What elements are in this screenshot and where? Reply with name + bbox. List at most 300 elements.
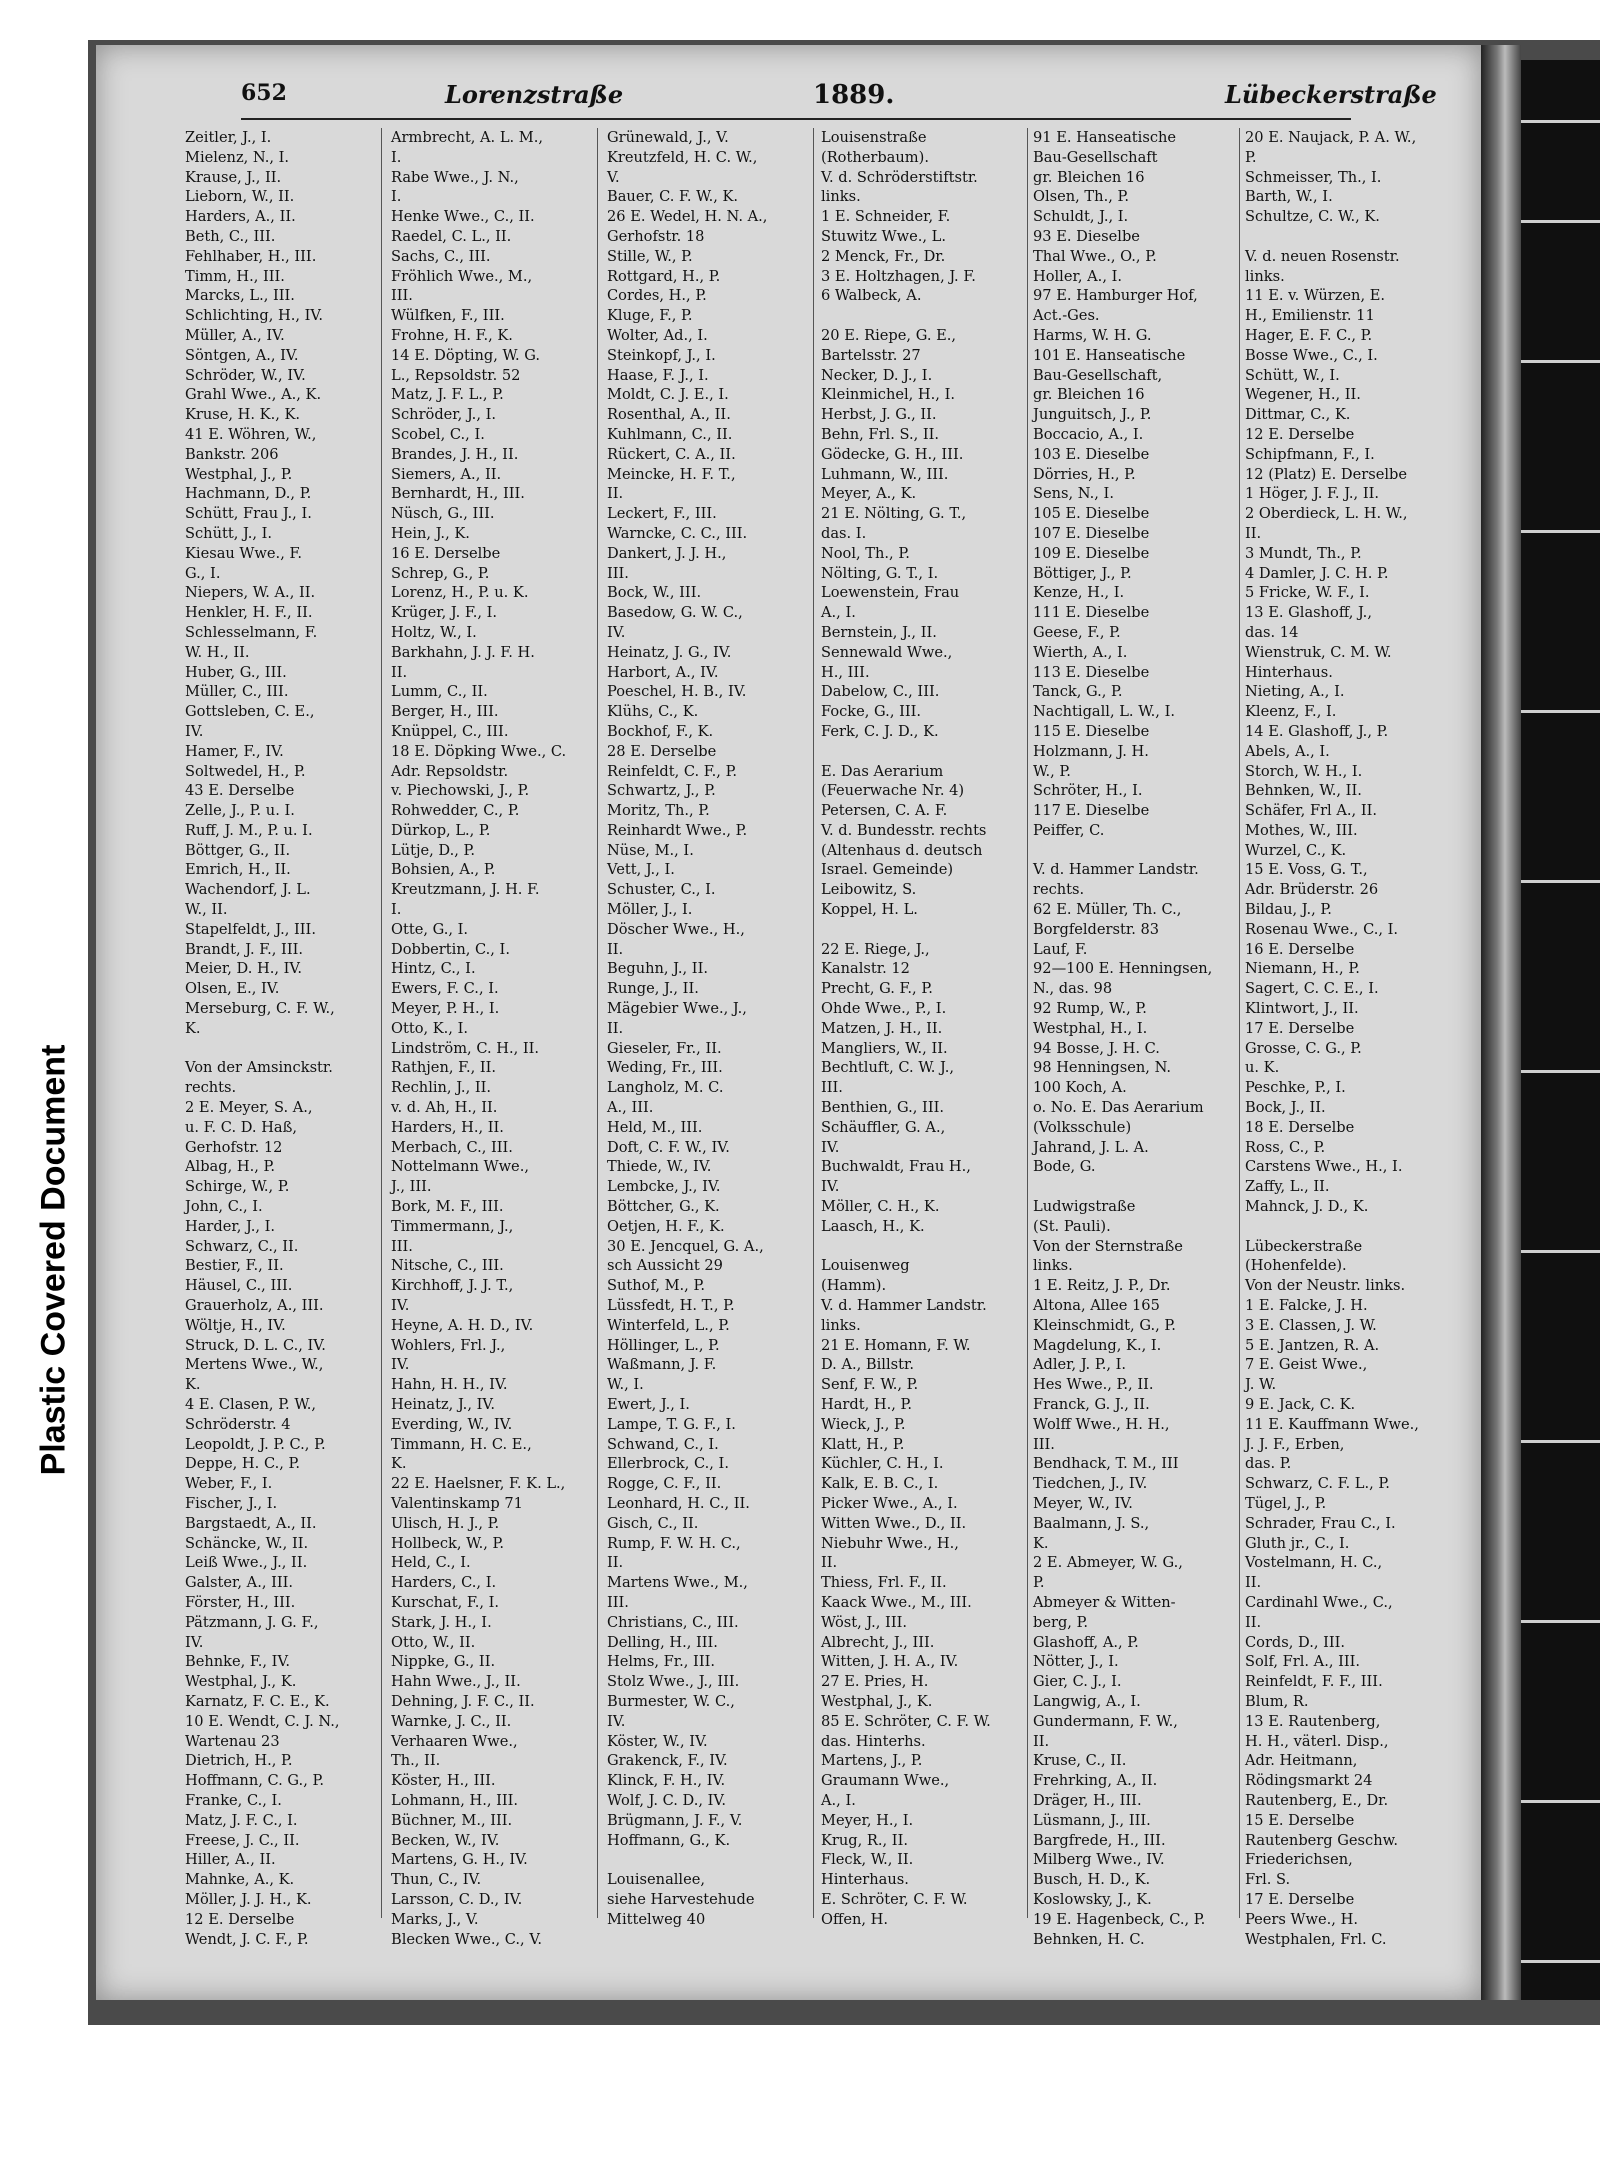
directory-line: 109 E. Dieselbe <box>1033 544 1150 562</box>
directory-line: 14 E. Döpting, W. G. <box>391 346 541 364</box>
directory-line: Runge, J., II. <box>607 980 699 998</box>
directory-line: Louisenweg <box>821 1257 910 1275</box>
directory-line: Schäuffler, G. A., <box>821 1118 946 1136</box>
directory-line: links. <box>1033 1257 1073 1275</box>
directory-line: Hoffmann, C. G., P. <box>185 1772 324 1790</box>
directory-line: Adler, J. P., I. <box>1033 1356 1127 1374</box>
directory-line: Bosse Wwe., C., I. <box>1245 346 1378 364</box>
directory-line: Stark, J. H., I. <box>391 1613 492 1631</box>
directory-line: Peiffer, C. <box>1033 821 1105 839</box>
directory-line: Kruse, C., II. <box>1033 1752 1127 1770</box>
directory-line: Harms, W. H. G. <box>1033 326 1152 344</box>
directory-line: II. <box>1245 524 1262 542</box>
directory-line: Döscher Wwe., H., <box>607 920 745 938</box>
directory-line: Schirge, W., P. <box>185 1178 290 1196</box>
directory-line: 22 E. Haelsner, F. K. L., <box>391 1475 566 1493</box>
directory-line: Wöst, J., III. <box>821 1613 907 1631</box>
directory-line: Wieck, J., P. <box>821 1415 906 1433</box>
directory-line: A., I. <box>821 1791 856 1809</box>
directory-line: Meyer, W., IV. <box>1033 1494 1133 1512</box>
directory-line: Peschke, P., I. <box>1245 1079 1346 1097</box>
directory-line: Mielenz, N., I. <box>185 148 290 166</box>
directory-line: Heyne, A. H. D., IV. <box>391 1316 534 1334</box>
directory-line: Wöltje, H., IV. <box>185 1316 286 1334</box>
directory-line: Meyer, A., K. <box>821 485 917 503</box>
directory-line <box>821 920 1021 940</box>
directory-line: 100 Koch, A. <box>1033 1079 1127 1097</box>
directory-line: Deppe, H. C., P. <box>185 1455 301 1473</box>
directory-line: Berger, H., III. <box>391 703 499 721</box>
directory-line: V. d. neuen Rosenstr. <box>1245 247 1400 265</box>
directory-line: 92 Rump, W., P. <box>1033 1000 1147 1018</box>
directory-line: 92—100 E. Henningsen, <box>1033 960 1213 978</box>
directory-line: Gottsleben, C. E., <box>185 703 315 721</box>
directory-line: Dehning, J. F. C., II. <box>391 1692 535 1710</box>
directory-line: Bankstr. 206 <box>185 445 279 463</box>
directory-line: Louisenallee, <box>607 1871 706 1889</box>
directory-line: II. <box>607 1019 624 1037</box>
directory-line: das. Hinterhs. <box>821 1732 926 1750</box>
directory-line: 94 Bosse, J. H. C. <box>1033 1039 1160 1057</box>
directory-line: A., I. <box>821 604 856 622</box>
directory-line: K. <box>185 1376 201 1394</box>
directory-line: Laasch, H., K. <box>821 1217 925 1235</box>
directory-line: 3 Mundt, Th., P. <box>1245 544 1362 562</box>
directory-line: Frohne, H. F., K. <box>391 326 513 344</box>
directory-line: Ross, C., P. <box>1245 1138 1326 1156</box>
directory-line: Klühs, C., K. <box>607 703 699 721</box>
directory-line: Meyer, P. H., I. <box>391 1000 500 1018</box>
directory-line: Hinterhaus. <box>821 1871 909 1889</box>
directory-line: Schäfer, Frl A., II. <box>1245 802 1377 820</box>
directory-line: Gerhofstr. 18 <box>607 227 705 245</box>
directory-line: 17 E. Derselbe <box>1245 1019 1355 1037</box>
directory-line: Hein, J., K. <box>391 524 470 542</box>
directory-line: II. <box>821 1554 838 1572</box>
directory-line: Winterfeld, L., P. <box>607 1316 730 1334</box>
directory-line: Harders, C., I. <box>391 1574 497 1592</box>
directory-line: Mertens Wwe., W., <box>185 1356 324 1374</box>
directory-line: Otto, K., I. <box>391 1019 468 1037</box>
side-label-text: Plastic Covered Document <box>34 1044 73 1476</box>
directory-line: A., III. <box>607 1099 654 1117</box>
directory-line: 85 E. Schröter, C. F. W. <box>821 1712 991 1730</box>
directory-line: Gieseler, Fr., II. <box>607 1039 722 1057</box>
directory-line: Wolff Wwe., H. H., <box>1033 1415 1170 1433</box>
directory-line: Nippke, G., II. <box>391 1653 496 1671</box>
directory-line: Kenze, H., I. <box>1033 584 1125 602</box>
directory-line: Kurschat, F., I. <box>391 1593 500 1611</box>
directory-line: Behnken, H. C. <box>1033 1930 1145 1948</box>
directory-line: Leonhard, H. C., II. <box>607 1494 750 1512</box>
directory-line: Zeitler, J., I. <box>185 129 272 146</box>
directory-line: 103 E. Dieselbe <box>1033 445 1150 463</box>
directory-line: Mahnke, A., K. <box>185 1871 295 1889</box>
directory-column-3 <box>607 128 807 1928</box>
directory-line: Bode, G. <box>1033 1158 1096 1176</box>
directory-line: Beguhn, J., II. <box>607 960 708 978</box>
column-divider <box>381 128 382 1918</box>
directory-line: W. H., II. <box>185 643 250 661</box>
directory-line: 7 E. Geist Wwe., <box>1245 1356 1368 1374</box>
directory-line: Zelle, J., P. u. I. <box>185 802 295 820</box>
directory-line: Kluge, F., P. <box>607 307 693 325</box>
directory-line <box>1033 1177 1233 1197</box>
directory-line: Focke, G., III. <box>821 703 922 721</box>
directory-line: sch Aussicht 29 <box>607 1257 723 1275</box>
directory-line: Kaack Wwe., M., III. <box>821 1593 972 1611</box>
directory-line: Vostelmann, H. C., <box>1245 1554 1383 1572</box>
directory-line: II. <box>391 663 408 681</box>
directory-line: Schipfmann, F., I. <box>1245 445 1375 463</box>
directory-line: links. <box>821 1316 861 1334</box>
directory-line: Westphal, H., I. <box>1033 1019 1148 1037</box>
directory-line: Westphal, J., K. <box>821 1692 933 1710</box>
directory-line: 11 E. v. Würzen, E. <box>1245 287 1386 305</box>
column-divider <box>813 128 814 1918</box>
directory-line: Kruse, H. K., K. <box>185 406 301 424</box>
directory-line: Wülfken, F., III. <box>391 307 505 325</box>
directory-line: (St. Pauli). <box>1033 1217 1111 1235</box>
directory-line: 13 E. Glashoff, J., <box>1245 604 1372 622</box>
directory-line: Möller, C. H., K. <box>821 1198 940 1216</box>
directory-line: Gödecke, G. H., III. <box>821 445 964 463</box>
directory-line: Zaffy, L., II. <box>1245 1178 1330 1196</box>
directory-line: Von der Amsinckstr. <box>185 1059 333 1077</box>
directory-line: Barkhahn, J. J. F. H. <box>391 643 535 661</box>
directory-line: Storch, W. H., I. <box>1245 762 1363 780</box>
directory-line: 12 E. Derselbe <box>1245 425 1355 443</box>
directory-line: IV. <box>821 1138 840 1156</box>
directory-line: Becken, W., IV. <box>391 1831 500 1849</box>
directory-line: Gundermann, F. W., <box>1033 1712 1178 1730</box>
directory-line: Grahl Wwe., A., K. <box>185 386 322 404</box>
directory-line: Hoffmann, G., K. <box>607 1831 731 1849</box>
directory-line: Waßmann, J. F. <box>607 1356 717 1374</box>
directory-line: Rückert, C. A., II. <box>607 445 736 463</box>
directory-line: Otte, G., I. <box>391 920 469 938</box>
directory-line: V. d. Hammer Landstr. <box>821 1297 987 1315</box>
directory-line: Offen, H. <box>821 1910 889 1928</box>
directory-line: Dobbertin, C., I. <box>391 940 510 958</box>
directory-column-2 <box>391 128 591 1948</box>
directory-line: Hollbeck, W., P. <box>391 1534 504 1552</box>
directory-line: 4 E. Clasen, P. W., <box>185 1396 317 1413</box>
directory-line: 21 E. Homann, F. W. <box>821 1336 971 1354</box>
directory-line: Meyer, H., I. <box>821 1811 914 1829</box>
directory-line: Steinkopf, J., I. <box>607 346 716 364</box>
directory-line: Geese, F., P. <box>1033 623 1121 641</box>
directory-line: Moritz, Th., P. <box>607 802 710 820</box>
directory-line: Rump, F. W. H. C., <box>607 1534 741 1552</box>
directory-line: Bernhardt, H., III. <box>391 485 525 503</box>
directory-line: I. <box>391 901 402 919</box>
directory-line: Rohwedder, C., P. <box>391 802 520 820</box>
directory-line: Matz, J. F. C., I. <box>185 1811 298 1829</box>
directory-line: IV. <box>185 722 204 740</box>
directory-line: Klinck, F. H., IV. <box>607 1772 726 1790</box>
directory-line: Frl. S. <box>1245 1871 1291 1889</box>
directory-line: Dankert, J. J. H., <box>607 544 727 562</box>
directory-line: 16 E. Derselbe <box>1245 940 1355 958</box>
directory-line: Holler, A., I. <box>1033 267 1122 285</box>
directory-line: Ewers, F. C., I. <box>391 980 499 998</box>
directory-line: 30 E. Jencquel, G. A., <box>607 1237 764 1255</box>
header-year: 1889. <box>813 80 895 110</box>
directory-line: (Volksschule) <box>1033 1118 1132 1136</box>
directory-line: Raedel, C. L., II. <box>391 227 512 245</box>
directory-line: Langwig, A., I. <box>1033 1692 1141 1710</box>
directory-line: Hachmann, D., P. <box>185 485 312 503</box>
directory-line: 1 E. Reitz, J. P., Dr. <box>1033 1277 1171 1295</box>
directory-line: Huber, G., III. <box>185 663 287 681</box>
directory-line: Harders, A., II. <box>185 208 296 226</box>
directory-line: links. <box>821 188 861 206</box>
directory-line: 15 E. Voss, G. T., <box>1245 861 1368 879</box>
directory-line: Ruff, J. M., P. u. I. <box>185 821 313 839</box>
directory-line: Dabelow, C., III. <box>821 683 940 701</box>
directory-line: Graumann Wwe., <box>821 1772 950 1790</box>
directory-line: Magdelung, K., I. <box>1033 1336 1162 1354</box>
directory-line: u. K. <box>1245 1059 1280 1077</box>
directory-line: Israel. Gemeinde) <box>821 861 954 879</box>
directory-line: Bock, J., II. <box>1245 1099 1326 1117</box>
directory-line: Sens, N., I. <box>1033 485 1114 503</box>
directory-line: Timmann, H. C. E., <box>391 1435 532 1453</box>
directory-line: Schütt, Frau J., I. <box>185 505 312 523</box>
directory-line: gr. Bleichen 16 <box>1033 168 1145 186</box>
directory-line: Kreutzfeld, H. C. W., <box>607 148 758 166</box>
directory-line: Martens, G. H., IV. <box>391 1851 528 1869</box>
directory-line: Milberg Wwe., IV. <box>1033 1851 1165 1869</box>
directory-line: Pätzmann, J. G. F., <box>185 1613 319 1631</box>
directory-line: W., P. <box>1033 762 1071 780</box>
directory-line: Nüsch, G., III. <box>391 505 495 523</box>
directory-line: Mangliers, W., II. <box>821 1039 948 1057</box>
directory-line: Borgfelderstr. 83 <box>1033 920 1160 938</box>
directory-line <box>607 1850 807 1870</box>
directory-line: Sennewald Wwe., <box>821 643 953 661</box>
directory-line: G., I. <box>185 564 221 582</box>
directory-line: v. Piechowski, J., P. <box>391 782 530 800</box>
directory-line: Senf, F. W., P. <box>821 1376 919 1394</box>
directory-line: Warncke, C. C., III. <box>607 524 748 542</box>
book-spine <box>1481 45 1521 2000</box>
directory-line: Buchwaldt, Frau H., <box>821 1158 971 1176</box>
directory-line: Bau-Gesellschaft, <box>1033 366 1163 384</box>
directory-line: Wartenau 23 <box>185 1732 280 1750</box>
directory-line: gr. Bleichen 16 <box>1033 386 1145 404</box>
directory-line: 98 Henningsen, N. <box>1033 1059 1172 1077</box>
directory-line: Lieborn, W., II. <box>185 188 295 206</box>
directory-line: III. <box>1033 1435 1055 1453</box>
column-divider <box>1239 128 1240 1918</box>
directory-line: Schäncke, W., II. <box>185 1534 309 1552</box>
directory-line: Leibowitz, S. <box>821 881 917 899</box>
directory-line: Karnatz, F. C. E., K. <box>185 1692 330 1710</box>
directory-line: Sagert, C. C. E., I. <box>1245 980 1379 998</box>
directory-line: Bechtluft, C. W. J., <box>821 1059 955 1077</box>
directory-line: D. A., Billstr. <box>821 1356 915 1374</box>
directory-line: Doft, C. F. W., IV. <box>607 1138 730 1156</box>
directory-line: Hiller, A., II. <box>185 1851 276 1869</box>
directory-line: Schütt, J., I. <box>185 524 273 542</box>
header-left-street: Lorenzstraße <box>445 80 624 109</box>
directory-line: 9 E. Jack, C. K. <box>1245 1396 1356 1413</box>
directory-line: 43 E. Derselbe <box>185 782 295 800</box>
directory-line: Martens Wwe., M., <box>607 1574 748 1592</box>
directory-line: Hes Wwe., P., II. <box>1033 1376 1154 1394</box>
directory-line: Thiede, W., IV. <box>607 1158 712 1176</box>
directory-line: V. <box>607 168 620 186</box>
directory-line: 12 (Platz) E. Derselbe <box>1245 465 1407 483</box>
directory-line: Grakenck, F., IV. <box>607 1752 728 1770</box>
directory-line: 6 Walbeck, A. <box>821 287 922 305</box>
directory-line: Blecken Wwe., C., V. <box>391 1930 542 1948</box>
directory-column-6 <box>1245 128 1460 1948</box>
directory-line: II. <box>607 940 624 958</box>
directory-line: Larsson, C. D., IV. <box>391 1890 523 1908</box>
directory-line: Rödingsmarkt 24 <box>1245 1772 1373 1790</box>
directory-line: 13 E. Rautenberg, <box>1245 1712 1381 1730</box>
directory-line: II. <box>1245 1613 1262 1631</box>
directory-line: 97 E. Hamburger Hof, <box>1033 287 1198 305</box>
directory-line: Herbst, J. G., II. <box>821 406 937 424</box>
directory-line: 19 E. Hagenbeck, C., P. <box>1033 1910 1206 1928</box>
header-right-street: Lübeckerstraße <box>1225 80 1437 109</box>
directory-line: Henke Wwe., C., II. <box>391 208 535 226</box>
directory-line: Siemers, A., II. <box>391 465 502 483</box>
directory-line: 3 E. Classen, J. W. <box>1245 1316 1377 1334</box>
directory-line: 15 E. Derselbe <box>1245 1811 1355 1829</box>
directory-line: 111 E. Dieselbe <box>1033 604 1150 622</box>
directory-line: Peers Wwe., H. <box>1245 1910 1358 1928</box>
directory-line: Möller, J. J. H., K. <box>185 1890 312 1908</box>
directory-line: Olsen, Th., P. <box>1033 188 1129 206</box>
directory-line: Galster, A., III. <box>185 1574 294 1592</box>
directory-line: Gisch, C., II. <box>607 1514 699 1532</box>
directory-line: Bockhof, F., K. <box>607 722 714 740</box>
directory-line: I. <box>391 188 402 206</box>
directory-line: Abels, A., I. <box>1245 742 1330 760</box>
directory-line: Matzen, J. H., II. <box>821 1019 943 1037</box>
directory-line: 91 E. Hanseatische <box>1033 129 1177 146</box>
directory-line: 2 Oberdieck, L. H. W., <box>1245 505 1408 523</box>
directory-line: Niebuhr Wwe., H., <box>821 1534 959 1552</box>
directory-line: Wurzel, C., K. <box>1245 841 1347 859</box>
directory-line: Weding, Fr., III. <box>607 1059 723 1077</box>
directory-line: Nitsche, C., III. <box>391 1257 504 1275</box>
directory-line: Böttiger, J., P. <box>1033 564 1132 582</box>
directory-line: Adr. Brüderstr. 26 <box>1245 881 1379 899</box>
directory-line: 101 E. Hanseatische <box>1033 346 1186 364</box>
directory-line: Armbrecht, A. L. M., <box>391 129 544 146</box>
directory-line: Held, C., I. <box>391 1554 471 1572</box>
directory-line: 27 E. Pries, H. <box>821 1673 929 1691</box>
directory-line: Schwartz, J., P. <box>607 782 716 800</box>
directory-line: Westphal, J., K. <box>185 1673 297 1691</box>
directory-line: Hager, E. F. C., P. <box>1245 326 1373 344</box>
directory-line: Poeschel, H. B., IV. <box>607 683 747 701</box>
directory-line: 1 E. Schneider, F. <box>821 208 951 226</box>
column-divider <box>597 128 598 1918</box>
directory-line: Bernstein, J., II. <box>821 623 937 641</box>
directory-line: rechts. <box>1033 881 1085 899</box>
directory-line: J. J. F., Erben, <box>1245 1435 1345 1453</box>
directory-line: Hahn, H. H., IV. <box>391 1376 508 1394</box>
directory-line <box>1245 227 1460 247</box>
directory-line: das. I. <box>821 524 867 542</box>
directory-line: P. <box>1033 1574 1045 1592</box>
directory-line: Rautenberg, E., Dr. <box>1245 1791 1389 1809</box>
directory-line: H., III. <box>821 663 870 681</box>
directory-line: Kreutzmann, J. H. F. <box>391 881 540 899</box>
directory-line: Luhmann, W., III. <box>821 465 949 483</box>
directory-line: Holzmann, J. H. <box>1033 742 1149 760</box>
directory-line: Niepers, W. A., II. <box>185 584 316 602</box>
directory-line: Müller, A., IV. <box>185 326 285 344</box>
directory-line: Leopoldt, J. P. C., P. <box>185 1435 326 1453</box>
directory-line: Kuhlmann, C., II. <box>607 425 733 443</box>
directory-line: (Hamm). <box>821 1277 887 1295</box>
directory-line: Suthof, M., P. <box>607 1277 705 1295</box>
directory-line: 117 E. Dieselbe <box>1033 802 1150 820</box>
directory-line: Bargstaedt, A., II. <box>185 1514 317 1532</box>
directory-line: Baalmann, J. S., <box>1033 1514 1150 1532</box>
directory-line: Schmeisser, Th., I. <box>1245 168 1382 186</box>
directory-line: das. P. <box>1245 1455 1292 1473</box>
directory-line: (Feuerwache Nr. 4) <box>821 782 965 800</box>
directory-line: Thal Wwe., O., P. <box>1033 247 1157 265</box>
directory-line: 62 E. Müller, Th. C., <box>1033 901 1182 919</box>
directory-line: Delling, H., III. <box>607 1633 718 1651</box>
directory-line: III. <box>821 1079 843 1097</box>
directory-line: Fehlhaber, H., III. <box>185 247 317 265</box>
directory-line: Ferk, C. J. D., K. <box>821 722 939 740</box>
directory-line: Mittelweg 40 <box>607 1910 706 1928</box>
directory-line: Moldt, C. J. E., I. <box>607 386 729 404</box>
directory-line: Wachendorf, J. L. <box>185 881 311 899</box>
directory-line: Behnke, F., IV. <box>185 1653 291 1671</box>
directory-line: Lüssfedt, H. T., P. <box>607 1297 735 1315</box>
page-number: 652 <box>241 80 287 106</box>
directory-line: Nachtigall, L. W., I. <box>1033 703 1175 721</box>
directory-line: Kalk, E. B. C., I. <box>821 1475 939 1493</box>
directory-line: (Hohenfelde). <box>1245 1257 1347 1275</box>
directory-line: Grauerholz, A., III. <box>185 1297 324 1315</box>
directory-line: 5 Fricke, W. F., I. <box>1245 584 1370 602</box>
directory-line: Kleenz, F., I. <box>1245 703 1337 721</box>
directory-line: Otto, W., II. <box>391 1633 476 1651</box>
directory-line: Hahn Wwe., J., II. <box>391 1673 521 1691</box>
directory-line <box>1245 1217 1460 1237</box>
directory-line: Kanalstr. 12 <box>821 960 910 978</box>
directory-line: Matz, J. F. L., P. <box>391 386 504 404</box>
directory-line: Knüppel, C., III. <box>391 722 509 740</box>
directory-line: Ohde Wwe., P., I. <box>821 1000 947 1018</box>
directory-line: Häusel, C., III. <box>185 1277 293 1295</box>
directory-line: 2 E. Abmeyer, W. G., <box>1033 1554 1183 1572</box>
directory-line: Freese, J. C., II. <box>185 1831 300 1849</box>
directory-line: Bendhack, T. M., III <box>1033 1455 1179 1473</box>
directory-line: Böttger, G., II. <box>185 841 291 859</box>
directory-line: Westphalen, Frl. C. <box>1245 1930 1387 1948</box>
directory-line: Everding, W., IV. <box>391 1415 513 1433</box>
directory-line: Soltwedel, H., P. <box>185 762 306 780</box>
directory-line: Heinatz, J., IV. <box>391 1396 495 1413</box>
directory-line: Kleinschmidt, G., P. <box>1033 1316 1176 1334</box>
directory-line: 115 E. Dieselbe <box>1033 722 1150 740</box>
